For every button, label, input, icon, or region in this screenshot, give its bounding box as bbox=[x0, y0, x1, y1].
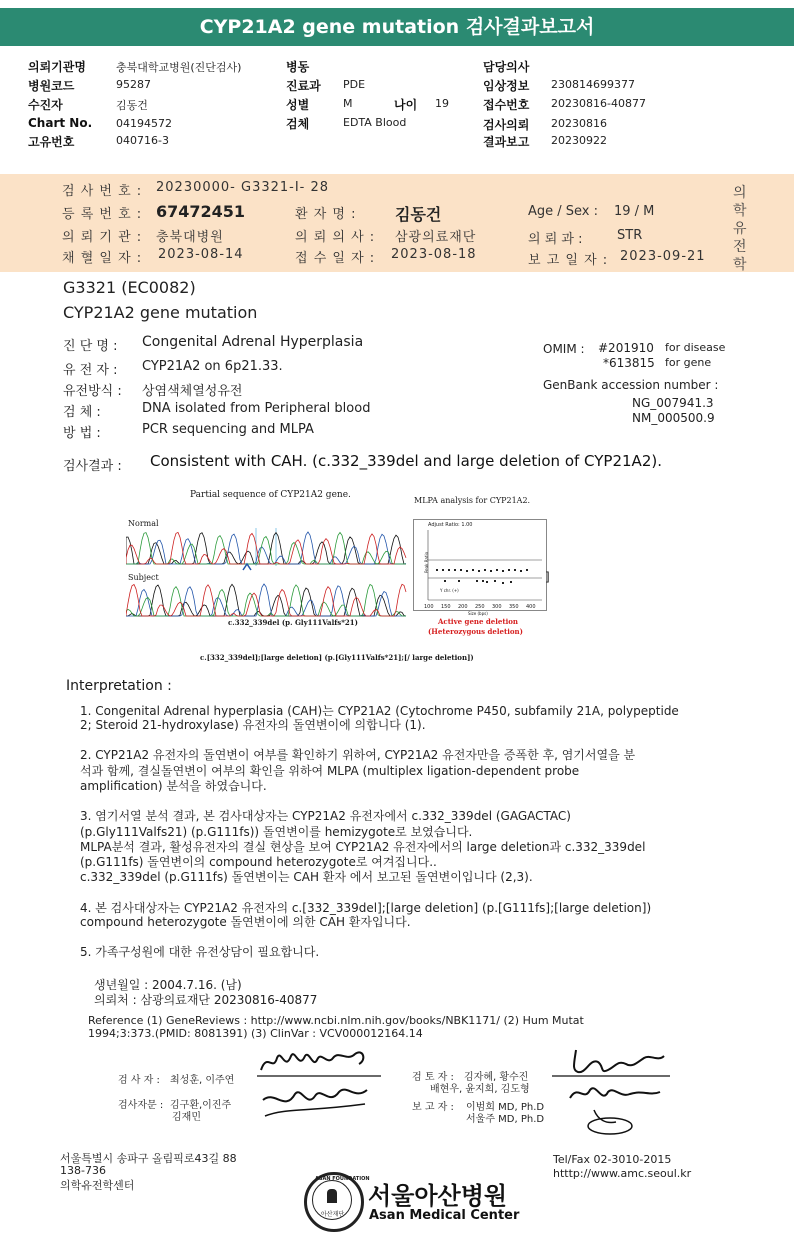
row-specimen-value: DNA isolated from Peripheral blood bbox=[142, 401, 371, 416]
mlpa-x-tick: 300 bbox=[492, 604, 502, 610]
seq-caption: c.332_339del (p. Gly111Valfs*21) bbox=[228, 618, 358, 627]
footer-tel: Tel/Fax 02-3010-2015 bbox=[553, 1153, 672, 1166]
band-test-no-label: 검 사 번 호 : bbox=[62, 184, 143, 199]
band-report-label: 보 고 일 자 : bbox=[528, 253, 609, 268]
interp-line-2: 2; Steroid 21-hydroxylase) 유전자의 돌연변이에 의합니다 (1). bbox=[80, 718, 426, 732]
footer-address-1: 서울특별시 송파구 올림픽로43길 88 bbox=[60, 1152, 237, 1165]
mlpa-point bbox=[442, 569, 444, 571]
interp-line-6: 3. 염기서열 분석 결과, 본 검사대상자는 CYP21A2 유전자에서 c.332_339del (GAGACTAC) bbox=[80, 809, 571, 823]
interpretation-title: Interpretation : bbox=[66, 678, 172, 694]
value-specimen: EDTA Blood bbox=[343, 116, 407, 129]
band-reg-no-value: 67472451 bbox=[156, 202, 246, 221]
label-patient: 수진자 bbox=[28, 98, 63, 112]
mlpa-point bbox=[502, 570, 504, 572]
mlpa-point bbox=[482, 580, 484, 582]
omim-gene-note: for gene bbox=[665, 356, 712, 369]
label-ward: 병동 bbox=[286, 60, 310, 74]
omim-label: OMIM : bbox=[543, 342, 585, 356]
value-unique-no: 040716-3 bbox=[116, 134, 169, 147]
band-age-sex-label: Age / Sex : bbox=[528, 204, 599, 219]
value-chart-no: 04194572 bbox=[116, 117, 172, 130]
band-patient-value: 김동건 bbox=[395, 205, 442, 224]
tester-label: 검 사 자 : bbox=[118, 1075, 160, 1086]
label-specimen: 검체 bbox=[286, 117, 310, 131]
mlpa-x-tick: 100 bbox=[424, 604, 434, 610]
hospital-name-kr: 서울아산병원 bbox=[368, 1182, 508, 1210]
chromatogram-trace bbox=[126, 533, 406, 565]
test-name: CYP21A2 gene mutation bbox=[63, 303, 258, 322]
signature-tester bbox=[255, 1042, 395, 1126]
mlpa-x-tick: 200 bbox=[458, 604, 468, 610]
row-method-value: PCR sequencing and MLPA bbox=[142, 422, 314, 437]
row-inheritance-label: 유전방식 : bbox=[63, 384, 122, 399]
mlpa-point bbox=[460, 569, 462, 571]
label-department: 진료과 bbox=[286, 79, 321, 93]
sequence-chromatogram bbox=[126, 526, 408, 618]
interp-line-13: 5. 가족구성원에 대한 유전상담이 필요합니다. bbox=[80, 945, 320, 959]
interp-line-4: 석과 함께, 결실돌연변이 여부의 확인을 위하여 MLPA (multiplex ligation-dependent probe bbox=[80, 764, 580, 778]
interp-line-9: (p.G111fs) 돌연변이의 compound heterozygote로 여겨집니다.. bbox=[80, 855, 437, 869]
label-clinical-info: 임상정보 bbox=[483, 79, 530, 93]
row-diagnosis-label: 진 단 명 : bbox=[63, 339, 118, 354]
interp-line-7: (p.Gly111Valfs21) (p.G111fs)) 돌연변이를 hemizygote로 보였습니다. bbox=[80, 825, 473, 839]
advisor-label: 검사자문 : bbox=[118, 1100, 164, 1111]
chromatogram-trace bbox=[126, 585, 406, 617]
reference-line-1: Reference (1) GeneReviews : http://www.ncbi.nlm.nih.gov/books/NBK1171/ (2) Hum Mutat bbox=[88, 1014, 584, 1027]
seq-title: Partial sequence of CYP21A2 gene. bbox=[190, 490, 351, 500]
mlpa-point bbox=[502, 582, 504, 584]
label-doctor: 담당의사 bbox=[483, 60, 530, 74]
seq-normal-label: Normal bbox=[128, 519, 159, 528]
value-clinical-info: 230814699377 bbox=[551, 78, 635, 91]
mlpa-point bbox=[520, 570, 522, 572]
mlpa-title: MLPA analysis for CYP21A2. bbox=[414, 496, 531, 505]
genbank-label: GenBank accession number : bbox=[543, 378, 719, 392]
mlpa-point bbox=[508, 569, 510, 571]
row-method-label: 방 법 : bbox=[63, 426, 101, 441]
value-age: 19 bbox=[435, 97, 449, 110]
band-report-value: 2023-09-21 bbox=[620, 249, 706, 264]
value-sex: M bbox=[343, 97, 353, 110]
value-institution: 충북대학교병원(진단검사) bbox=[116, 61, 242, 74]
band-recv-label: 접 수 일 자 : bbox=[295, 251, 376, 266]
interp-line-12: compound heterozygote 돌연변이에 의한 CAH 환자입니다. bbox=[80, 915, 411, 929]
omim-gene-id: *613815 bbox=[603, 356, 655, 370]
asan-foundation-seal bbox=[304, 1172, 370, 1232]
side-char-4: 전 bbox=[733, 239, 747, 255]
row-inheritance-value: 상염색체열성유전 bbox=[142, 384, 243, 399]
reporter-names-1: 이범희 MD, Ph.D bbox=[466, 1102, 545, 1113]
value-hospital-code: 95287 bbox=[116, 78, 151, 91]
mlpa-point bbox=[466, 570, 468, 572]
mlpa-point bbox=[526, 569, 528, 571]
mlpa-x-tick: 150 bbox=[441, 604, 451, 610]
label-hospital-code: 병원코드 bbox=[28, 79, 75, 93]
band-recv-value: 2023-08-18 bbox=[391, 247, 477, 262]
value-department: PDE bbox=[343, 78, 366, 91]
mlpa-point bbox=[454, 569, 456, 571]
genbank-nm: NM_000500.9 bbox=[632, 411, 715, 425]
side-char-2: 학 bbox=[733, 203, 747, 219]
value-patient: 김동건 bbox=[116, 99, 148, 112]
reviewer-names-1: 김자혜, 황수진 bbox=[464, 1072, 529, 1083]
advisor-names-2: 김재민 bbox=[172, 1112, 201, 1123]
mlpa-x-axis-label: Size (bps) bbox=[468, 611, 488, 616]
footer-web: htttp://www.amc.seoul.kr bbox=[553, 1167, 692, 1180]
mlpa-plot bbox=[413, 519, 547, 611]
side-char-5: 학 bbox=[733, 257, 747, 273]
mlpa-point bbox=[494, 580, 496, 582]
band-dept-value: STR bbox=[617, 228, 643, 243]
mlpa-x-tick: 400 bbox=[526, 604, 536, 610]
band-draw-value: 2023-08-14 bbox=[158, 247, 244, 262]
figure-bottom-caption: c.[332_339del];[large deletion] (p.[Gly111Valfs*21];[/ large deletion]) bbox=[200, 653, 474, 662]
mlpa-bracket: ] bbox=[545, 570, 550, 584]
seal-emblem-icon bbox=[327, 1189, 337, 1203]
signature-reviewer bbox=[550, 1040, 680, 1140]
result-value: Consistent with CAH. (c.332_339del and large deletion of CYP21A2). bbox=[150, 452, 662, 470]
seq-subject-label: Subject bbox=[128, 573, 159, 582]
band-reg-no-label: 등 록 번 호 : bbox=[62, 207, 143, 222]
band-dept-label: 의 뢰 과 : bbox=[528, 232, 583, 247]
mlpa-x-tick: 250 bbox=[475, 604, 485, 610]
side-char-3: 유 bbox=[733, 221, 747, 237]
mlpa-heterozygous-deletion: (Heterozygous deletion) bbox=[428, 627, 523, 636]
reporter-label: 보 고 자 : bbox=[412, 1102, 454, 1113]
birth-date: 생년월일 : 2004.7.16. (남) bbox=[94, 978, 242, 992]
value-request-date: 20230816 bbox=[551, 117, 607, 130]
reviewer-label: 검 토 자 : bbox=[412, 1072, 454, 1083]
value-report-date: 20230922 bbox=[551, 134, 607, 147]
mlpa-point bbox=[448, 569, 450, 571]
label-unique-no: 고유번호 bbox=[28, 135, 75, 149]
reference-line-2: 1994;3:373.(PMID: 8081391) (3) ClinVar : VCV000012164.14 bbox=[88, 1027, 423, 1040]
band-inst-value: 충북대병원 bbox=[156, 230, 224, 245]
seal-text: 아산재단 bbox=[321, 1211, 345, 1218]
band-doctor-label: 의 뢰 의 사 : bbox=[295, 230, 376, 245]
advisor-names-1: 김구환,이진주 bbox=[170, 1100, 232, 1111]
label-age: 나이 bbox=[394, 98, 418, 112]
label-chart-no: Chart No. bbox=[28, 116, 93, 130]
interp-line-3: 2. CYP21A2 유전자의 돌연변이 여부를 확인하기 위하여, CYP21A2 유전자만을 증폭한 후, 염기서열을 분 bbox=[80, 748, 636, 762]
mlpa-point bbox=[476, 580, 478, 582]
reporter-names-2: 서울주 MD, Ph.D bbox=[466, 1114, 545, 1125]
mlpa-point bbox=[510, 581, 512, 583]
mlpa-y-axis-label: Peak Ratio bbox=[424, 551, 430, 574]
genbank-ng: NG_007941.3 bbox=[632, 396, 714, 410]
interp-line-8: MLPA분석 결과, 활성유전자의 결실 현상을 보여 CYP21A2 유전자에서의 large deletion과 c.332_339del bbox=[80, 840, 646, 854]
footer-address-3: 의학유전학센터 bbox=[60, 1179, 135, 1192]
value-receipt-no: 20230816-40877 bbox=[551, 97, 646, 110]
tester-names: 최성훈, 이주연 bbox=[170, 1075, 235, 1086]
band-patient-label: 환 자 명 : bbox=[295, 207, 357, 222]
report-title: CYP21A2 gene mutation 검사결과보고서 bbox=[199, 16, 595, 38]
band-draw-label: 채 혈 일 자 : bbox=[62, 251, 143, 266]
band-doctor-value: 삼광의료재단 bbox=[395, 230, 477, 245]
label-request-date: 검사의뢰 bbox=[483, 118, 530, 132]
band-test-no-value: 20230000- G3321-I- 28 bbox=[156, 180, 330, 195]
mlpa-chart bbox=[414, 520, 546, 610]
side-char-1: 의 bbox=[733, 185, 747, 201]
mlpa-active-deletion: Active gene deletion bbox=[438, 617, 518, 626]
interp-line-1: 1. Congenital Adrenal hyperplasia (CAH)는 CYP21A2 (Cytochrome P450, subfamily 21A, polypeptide bbox=[80, 704, 679, 718]
mlpa-ychr: Y chr. (+) bbox=[440, 588, 459, 593]
row-gene-label: 유 전 자 : bbox=[63, 363, 118, 378]
mlpa-point bbox=[486, 581, 488, 583]
label-receipt-no: 접수번호 bbox=[483, 98, 530, 112]
interp-line-10: c.332_339del (p.G111fs) 돌연변이는 CAH 환자 에서 보고된 돌연변이입니다 (2,3). bbox=[80, 870, 533, 884]
omim-disease-note: for disease bbox=[665, 341, 726, 354]
interp-line-11: 4. 본 검사대상자는 CYP21A2 유전자의 c.[332_339del];[large deletion] (p.[G111fs];[large deletion]) bbox=[80, 901, 652, 915]
result-label: 검사결과 : bbox=[63, 459, 122, 474]
omim-disease-id: #201910 bbox=[598, 341, 654, 355]
interp-line-5: amplification) 분석을 하였습니다. bbox=[80, 779, 267, 793]
mlpa-point bbox=[478, 570, 480, 572]
mlpa-x-tick: 350 bbox=[509, 604, 519, 610]
hospital-name-en: Asan Medical Center bbox=[369, 1208, 520, 1223]
row-specimen-label: 검 체 : bbox=[63, 405, 101, 420]
test-code: G3321 (EC0082) bbox=[63, 278, 196, 297]
band-age-sex-value: 19 / M bbox=[614, 204, 655, 219]
mlpa-point bbox=[496, 569, 498, 571]
mlpa-point bbox=[472, 569, 474, 571]
label-institution: 의뢰기관명 bbox=[28, 60, 86, 74]
mlpa-point bbox=[436, 569, 438, 571]
label-sex: 성별 bbox=[286, 98, 310, 112]
footer-address-2: 138-736 bbox=[60, 1164, 106, 1177]
mlpa-point bbox=[484, 569, 486, 571]
row-diagnosis-value: Congenital Adrenal Hyperplasia bbox=[142, 334, 364, 350]
label-report-date: 결과보고 bbox=[483, 135, 530, 149]
mlpa-point bbox=[514, 569, 516, 571]
mlpa-point bbox=[444, 580, 446, 582]
row-gene-value: CYP21A2 on 6p21.33. bbox=[142, 359, 283, 374]
band-inst-label: 의 뢰 기 관 : bbox=[62, 230, 143, 245]
seal-ring-text: ASAN FOUNDATION bbox=[315, 1176, 370, 1182]
reviewer-names-2: 배현우, 윤지희, 김도형 bbox=[430, 1084, 530, 1095]
mlpa-point bbox=[490, 570, 492, 572]
requester: 의뢰처 : 삼광의료재단 20230816-40877 bbox=[94, 993, 318, 1007]
mlpa-point bbox=[458, 580, 460, 582]
mlpa-adjust: Adjust Ratio: 1.00 bbox=[428, 522, 473, 528]
